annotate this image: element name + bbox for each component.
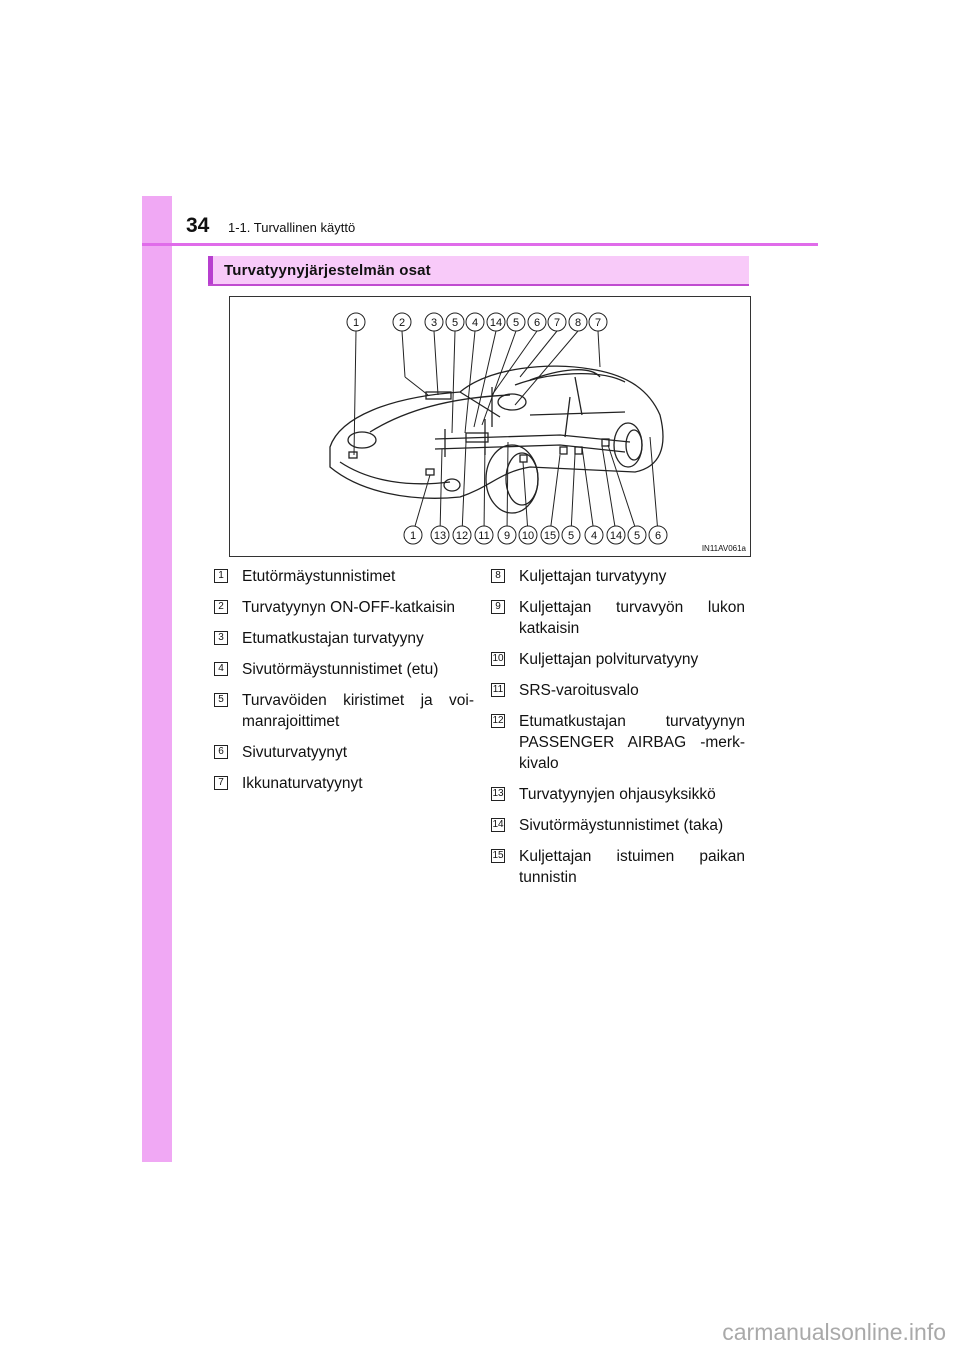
legend-number: 12 <box>492 715 504 726</box>
legend-item <box>491 846 745 888</box>
top-callout: 6 <box>533 317 541 329</box>
legend-number: 13 <box>492 788 504 799</box>
legend-text: Turvatyynyjen ohjausyksikkö <box>519 786 716 803</box>
legend-text: Kuljettajan polviturvatyyny <box>519 651 699 668</box>
legend-text: Kuljettajan istuimen paikan tunnistin <box>519 848 745 886</box>
legend-text: Etumatkustajan turvatyyny <box>242 630 424 647</box>
legend-item <box>214 690 474 732</box>
bottom-callout: 9 <box>503 530 511 542</box>
legend-text: Sivuturvatyynyt <box>242 744 348 761</box>
header-rule <box>142 243 818 246</box>
chapter-title: 1-1. Turvallinen käyttö <box>228 220 356 235</box>
legend-number: 8 <box>491 569 505 583</box>
legend-item <box>491 680 745 701</box>
top-callout: 7 <box>594 317 602 329</box>
top-callout: 1 <box>352 317 360 329</box>
legend-item <box>491 649 745 670</box>
bottom-callout: 13 <box>433 530 447 542</box>
legend-number: 7 <box>214 776 228 790</box>
legend-item <box>491 784 745 805</box>
legend-text: Sivutörmäystunnistimet (etu) <box>242 661 439 678</box>
legend-item <box>214 659 474 680</box>
section-accent <box>208 256 213 284</box>
legend-text: Etumatkustajan turvatyynyn PASSENGER AIRBAG -merk-kivalo <box>519 713 745 772</box>
legend-item <box>491 711 745 774</box>
bottom-callout: 10 <box>521 530 535 542</box>
bottom-callout: 15 <box>543 530 557 542</box>
top-callout: 4 <box>471 317 479 329</box>
legend-item <box>491 597 745 639</box>
legend-number: 9 <box>491 600 505 614</box>
section-header <box>208 256 749 286</box>
top-callout: 3 <box>430 317 438 329</box>
legend-number: 15 <box>492 850 504 861</box>
legend-item <box>214 597 474 618</box>
bottom-callout: 5 <box>567 530 575 542</box>
legend-item <box>214 566 474 587</box>
bottom-callout: 5 <box>633 530 641 542</box>
legend-left <box>214 566 474 804</box>
legend-item <box>491 815 745 836</box>
watermark: carmanualsonline.info <box>722 1319 946 1345</box>
legend-text: Ikkunaturvatyynyt <box>242 775 363 792</box>
legend-text: Sivutörmäystunnistimet (taka) <box>519 817 724 834</box>
legend-item <box>214 628 474 649</box>
legend-number: 4 <box>214 662 228 676</box>
top-callout: 5 <box>512 317 520 329</box>
top-callout: 14 <box>489 317 503 329</box>
legend-number: 14 <box>492 819 504 830</box>
legend-text: Turvatyynyn ON-OFF-katkaisin <box>242 599 456 616</box>
bottom-callout: 12 <box>455 530 469 542</box>
legend-item <box>214 773 474 794</box>
legend-number: 5 <box>214 693 228 707</box>
figure-code: IN11AV061a <box>701 544 746 553</box>
top-callout: 2 <box>398 317 406 329</box>
legend-number: 6 <box>214 745 228 759</box>
section-title: Turvatyynyjärjestelmän osat <box>224 262 431 279</box>
bottom-callout: 6 <box>654 530 662 542</box>
legend-number: 1 <box>214 569 228 583</box>
bottom-callout: 14 <box>609 530 623 542</box>
top-callout: 8 <box>574 317 582 329</box>
legend-text: Turvavöiden kiristimet ja voi-manrajoittimet <box>242 692 474 730</box>
legend-text: Kuljettajan turvatyyny <box>519 568 667 585</box>
legend-number: 10 <box>492 653 504 664</box>
airbag-diagram <box>229 296 751 557</box>
top-callout: 7 <box>553 317 561 329</box>
legend-text: SRS-varoitusvalo <box>519 682 639 699</box>
legend-item <box>214 742 474 763</box>
legend-number: 3 <box>214 631 228 645</box>
page-number: 34 <box>186 214 210 237</box>
top-callout: 5 <box>451 317 459 329</box>
legend-item <box>491 566 745 587</box>
legend-number: 2 <box>214 600 228 614</box>
side-band <box>142 196 172 1162</box>
legend-text: Kuljettajan turvavyön lukon katkaisin <box>519 599 745 637</box>
legend-number: 11 <box>492 684 504 695</box>
bottom-callout: 1 <box>409 530 417 542</box>
legend-right <box>491 566 745 898</box>
legend-text: Etutörmäystunnistimet <box>242 568 396 585</box>
bottom-callout: 11 <box>478 530 490 542</box>
car-illustration <box>230 297 750 556</box>
bottom-callout: 4 <box>590 530 598 542</box>
